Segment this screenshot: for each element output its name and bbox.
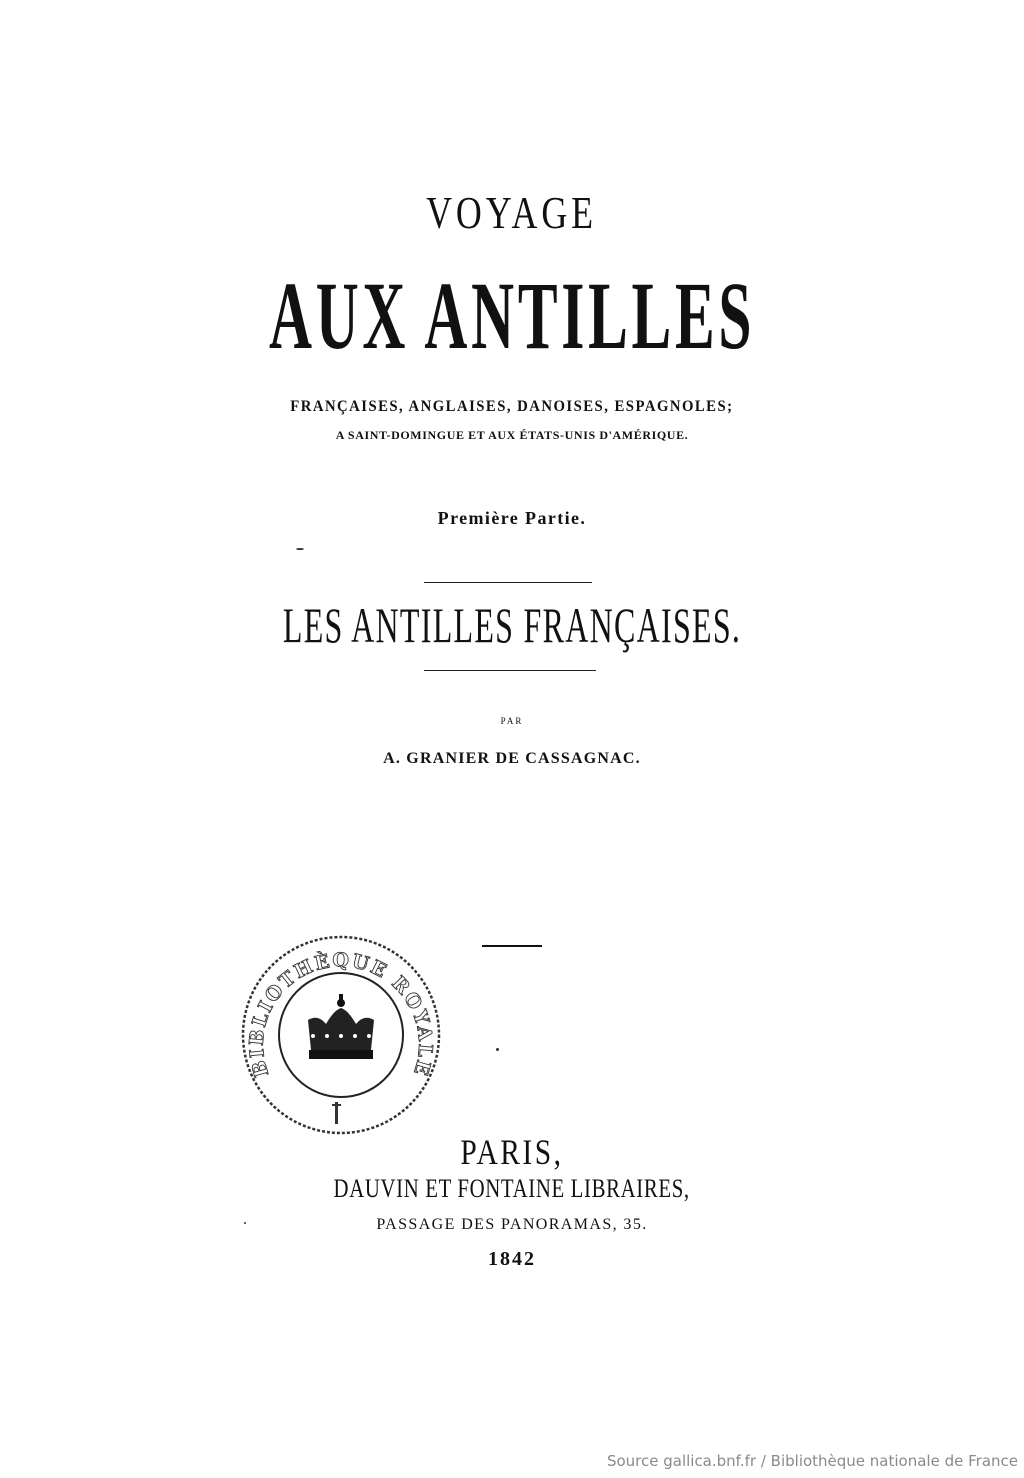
stamp-text: BIBLIOTHÈQUE ROYALE [245,949,437,1080]
imprint-year: 1842 [488,1248,536,1270]
library-stamp [238,932,444,1138]
subtitle-line-1-text: FRANÇAISES, ANGLAISES, DANOISES, ESPAGNOLES; [290,398,734,415]
divider-rule-bottom [424,670,596,671]
scan-speck [296,548,304,550]
part-title [0,597,1024,653]
ornament-rule [482,945,542,947]
part-title-text: LES ANTILLES FRANÇAISES. [282,597,742,653]
subtitle-line-1 [0,398,1024,416]
title-voyage [0,186,1024,239]
divider-rule-top [424,582,592,583]
imprint-address: PASSAGE DES PANORAMAS, 35. [376,1216,648,1233]
scan-speck [496,1048,499,1051]
stamp-mark-icon [332,1102,341,1124]
imprint-city [0,1134,1024,1170]
crown-icon [308,994,374,1059]
title-aux-antilles [0,262,1024,369]
part-label: Première Partie. [437,508,587,528]
imprint-city-text: PARIS, [460,1132,564,1172]
by-label: PAR [500,716,524,726]
author-name: A. GRANIER DE CASSAGNAC. [383,750,641,767]
source-footer: Source gallica.bnf.fr / Bibliothèque nationale de France [606,1452,1018,1470]
scan-speck [244,1222,246,1224]
imprint-publisher-text: DAUVIN ET FONTAINE LIBRAIRES, [333,1174,691,1203]
title-aux-antilles-text: AUX ANTILLES [268,262,756,369]
title-voyage-text: VOYAGE [426,187,598,238]
imprint-publisher [0,1176,1024,1202]
subtitle-line-2: A SAINT-DOMINGUE ET AUX ÉTATS-UNIS D'AMÉRIQUE. [335,428,689,442]
